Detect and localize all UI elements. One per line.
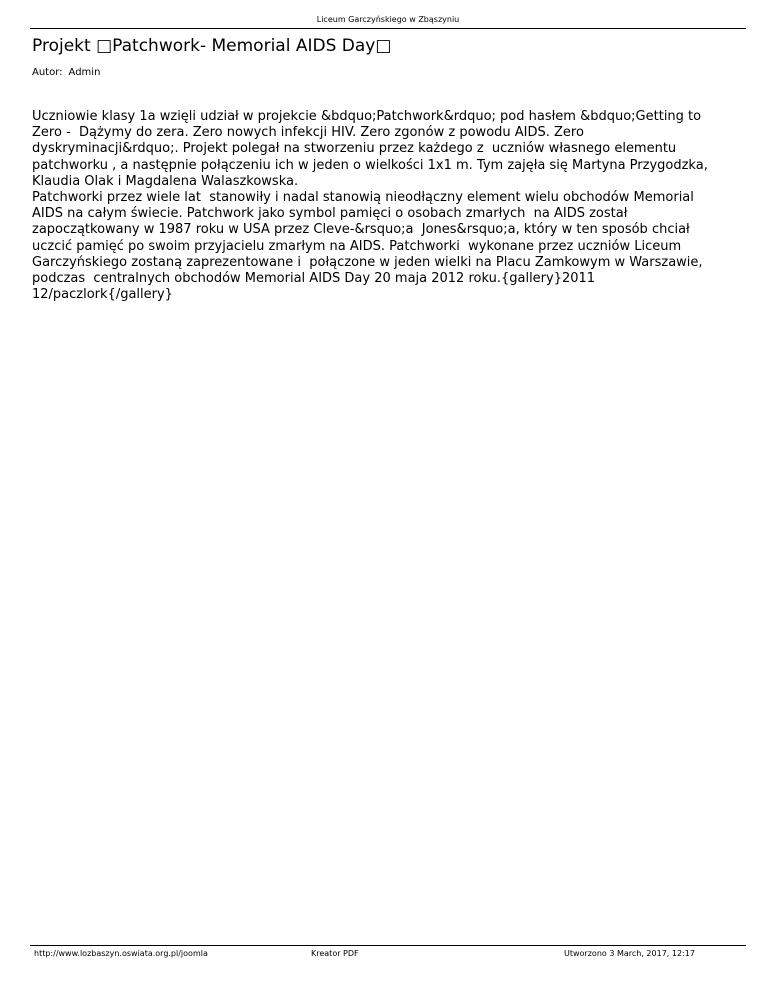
footer-divider: [30, 945, 746, 946]
author-line: [32, 66, 100, 79]
footer-creator: Kreator PDF: [311, 949, 359, 958]
author-name: Admin: [68, 67, 101, 78]
article-title: Projekt □Patchwork- Memorial AIDS Day□: [32, 36, 392, 56]
article-body: [32, 109, 732, 303]
footer-url: http://www.lozbaszyn.oswiata.org.pl/joomla: [34, 949, 208, 958]
article-paragraph-1: Uczniowie klasy 1a wzięli udział w projekcie &bdquo;Patchwork&rdquo; pod hasłem &bdquo;Getting to Zero - Dążymy do zera. Zero nowych infekcji HIV. Zero zgonów z powodu AIDS. Zero dyskryminacji&rdquo;. Projekt polegał na stworzeniu przez każdego z uczniów własnego elementu patchworku , a następnie połączeniu ich w jeden o wielkości 1x1 m. Tym zajęła się Martyna Przygodzka, Klaudia Olak i Magdalena Walaszkowska.: [32, 109, 708, 189]
author-label: Autor:: [32, 67, 63, 78]
page-header: Liceum Garczyńskiego w Zbąszyniu: [316, 15, 460, 24]
article-paragraph-2: Patchworki przez wiele lat stanowiły i nadal stanowią nieodłączny element wielu obchodów Memorial AIDS na całym świecie. Patchwork jako symbol pamięci o osobach zmarłych na AIDS został zapoczątkowany w 1987 roku w USA przez Cleve-&rsquo;a Jones&rsquo;a, który w ten sposób chciał uczcić pamięć po swoim przyjacielu zmarłym na AIDS. Patchworki wykonane przez uczniów Liceum Garczyńskiego zostaną zaprezentowane i połączone w jeden wielki na Placu Zamkowym w Warszawie, podczas centralnych obchodów Memorial AIDS Day 20 maja 2012 roku.{gallery}2011 12/paczlork{/gallery}: [32, 190, 703, 303]
footer-created-date: Utworzono 3 March, 2017, 12:17: [564, 949, 695, 958]
header-divider: [30, 28, 746, 29]
